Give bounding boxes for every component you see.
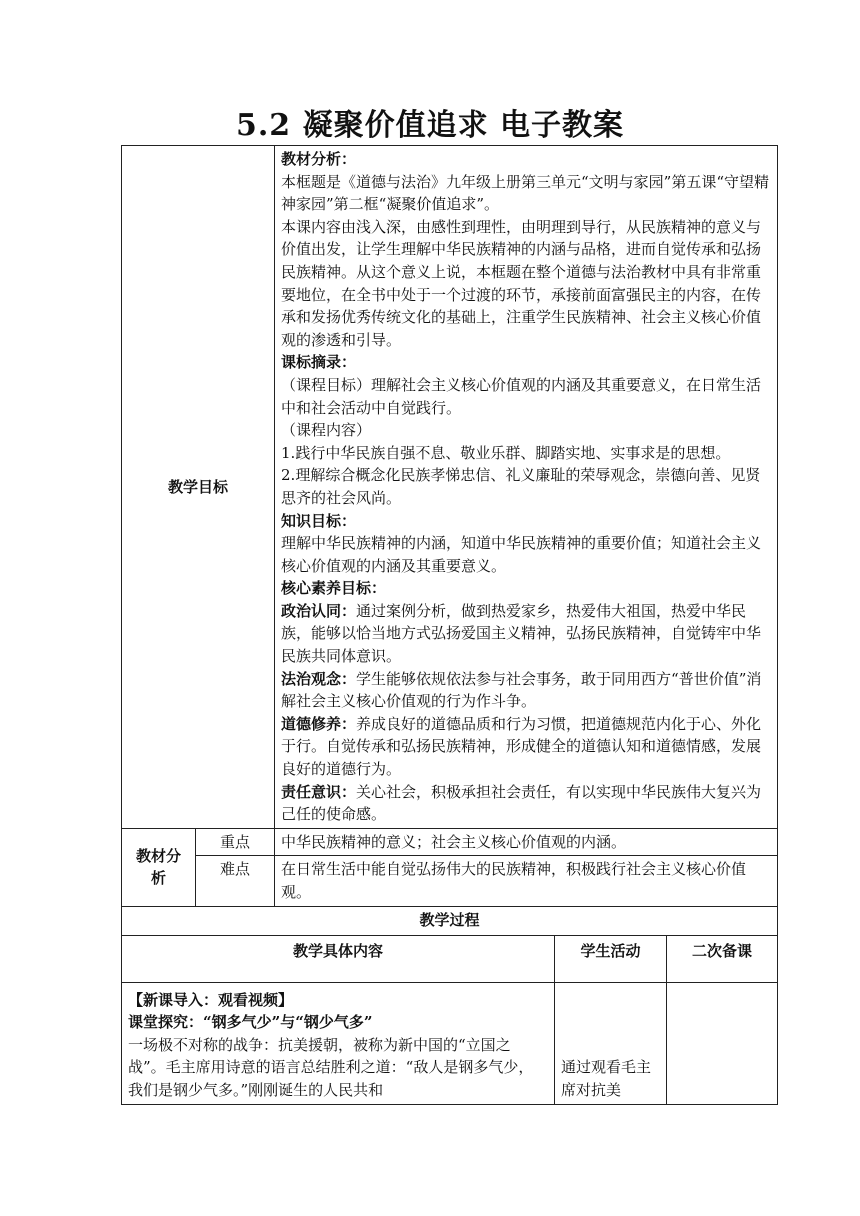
- explore-heading: 课堂探究：“钢多气少”与“钢少气多”: [128, 1013, 373, 1032]
- law-label: 法治观念：: [281, 669, 357, 688]
- responsibility-label: 责任意识：: [281, 782, 357, 801]
- law-text: 学生能够依规依法参与社会事务，敢于同用西方“普世价值”消解社会主义核心价值观的行为作斗争。: [281, 669, 762, 711]
- page-title: 5.2 凝聚价值追求 电子教案: [235, 108, 625, 143]
- difficult-point-label: 难点: [196, 856, 275, 906]
- objectives-row: [122, 146, 778, 829]
- key-point-row: [122, 828, 778, 856]
- standard-content-label: （课程内容）: [281, 421, 372, 440]
- responsibility-text: 关心社会，积极承担社会责任，有以实现中华民族伟大复兴为己任的使命感。: [281, 782, 762, 824]
- moral-paragraph: [281, 713, 771, 781]
- standard-item-1: 1.践行中华民族自强不息、敬业乐群、脚踏实地、实事求是的思想。: [281, 443, 731, 462]
- material-analysis-p2: 本课内容由浅入深，由感性到理性，由明理到导行，从民族精神的意义与价值出发，让学生理解中华民族精神的内涵与品格，进而自觉传承和弘扬民族精神。从这个意义上说，本框题在整个道德与法治教材中具有非常重要地位，在全书中处于一个过渡的环节，承接前面富强民主的内容，在传承和发扬优秀传统文化的基础上，注重学生民族精神、社会主义核心价值观的渗透和引导。: [281, 217, 762, 349]
- standard-goal: （课程目标）理解社会主义核心价值观的内涵及其重要意义，在日常生活中和社会活动中自觉践行。: [281, 375, 762, 417]
- law-paragraph: [281, 668, 771, 713]
- material-analysis-heading: 教材分析：: [281, 150, 357, 168]
- moral-text: 养成良好的道德品质和行为习惯，把道德规范内化于心、外化于行。自觉传承和弘扬民族精神，形成健全的道德认知和道德情感，发展良好的道德行为。: [281, 714, 762, 779]
- responsibility-paragraph: [281, 781, 771, 826]
- lesson-plan-table: [121, 145, 778, 1105]
- moral-label: 道德修养：: [281, 714, 357, 733]
- knowledge-text: 理解中华民族精神的内涵，知道中华民族精神的重要价值；知道社会主义核心价值观的内涵及其重要意义。: [281, 534, 762, 575]
- material-analysis-p1: 本框题是《道德与法治》九年级上册第三单元“文明与家园”第五课“守望精神家园”第二框“凝聚价值追求”。: [281, 172, 770, 214]
- key-point-label: 重点: [196, 828, 275, 856]
- col-header-student: 学生活动: [555, 935, 667, 982]
- political-text: 通过案例分析，做到热爱家乡，热爱伟大祖国，热爱中华民族，能够以恰当地方式弘扬爱国主义精神，弘扬民族精神，自觉铸牢中华民族共同体意识。: [281, 601, 762, 666]
- standard-heading: 课标摘录：: [281, 353, 357, 372]
- objectives-label: 教学目标: [122, 146, 275, 829]
- process-header-row: [122, 935, 778, 982]
- knowledge-heading: 知识目标：: [281, 511, 357, 530]
- objectives-content: [275, 146, 778, 829]
- political-label: 政治认同：: [281, 601, 357, 620]
- key-point-text: 中华民族精神的意义；社会主义核心价值观的内涵。: [275, 828, 778, 856]
- analysis-label: 教材分析: [122, 828, 196, 906]
- standard-item-2: 2.理解综合概念化民族孝悌忠信、礼义廉耻的荣辱观念，崇德向善、见贤思齐的社会风尚。: [281, 466, 761, 507]
- student-activity-text: 通过观看毛主席对抗美: [561, 1058, 652, 1099]
- col-header-content: 教学具体内容: [122, 935, 555, 982]
- story-text: 一场极不对称的战争：抗美援朝，被称为新中国的“立国之战”。毛主席用诗意的语言总结胜利之道：“敌人是钢多气少，我们是钢少气多。”刚刚诞生的人民共和: [128, 1035, 534, 1099]
- col-header-notes: 二次备课: [667, 935, 778, 982]
- process-title-row: [122, 906, 778, 935]
- process-content-cell: [122, 982, 555, 1104]
- process-label: 教学过程: [122, 906, 778, 935]
- notes-cell: [667, 982, 778, 1104]
- student-activity-cell: [555, 982, 667, 1104]
- difficult-point-row: [122, 856, 778, 906]
- core-heading: 核心素养目标：: [281, 579, 387, 598]
- intro-heading: 【新课导入：观看视频】: [128, 990, 294, 1009]
- political-paragraph: [281, 600, 771, 668]
- process-body-row: [122, 982, 778, 1104]
- difficult-point-text: 在日常生活中能自觉弘扬伟大的民族精神，积极践行社会主义核心价值观。: [275, 856, 778, 906]
